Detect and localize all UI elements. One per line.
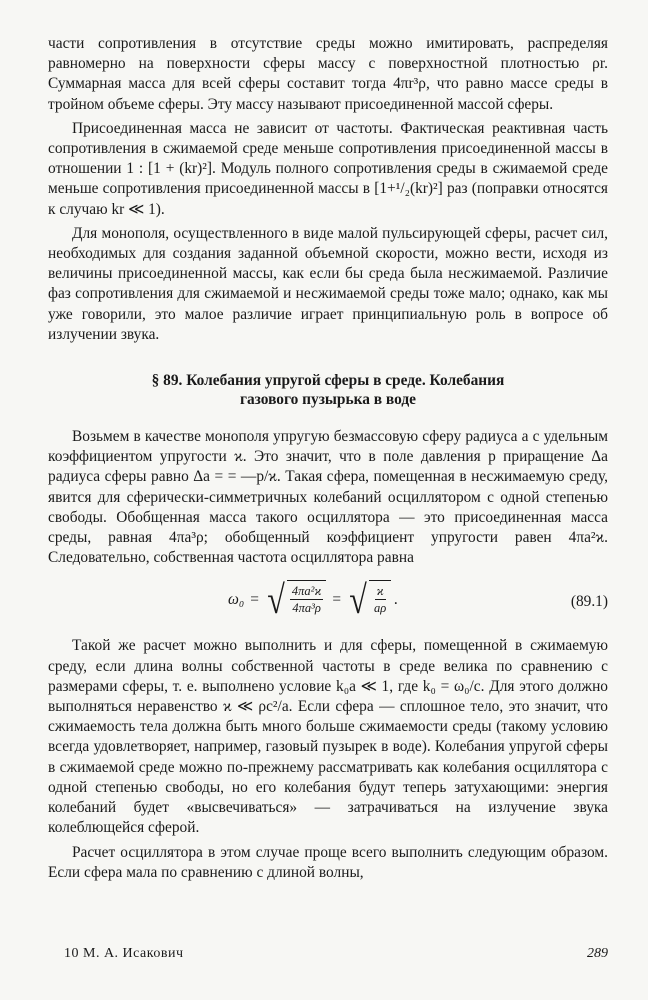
page-number: 289 <box>587 946 608 961</box>
fraction-2-denominator: aρ <box>374 601 387 616</box>
fraction-1-denominator: 4πa³ρ <box>292 601 321 616</box>
formula-equals-2: = <box>332 591 342 609</box>
paragraph-compressible: Такой же расчет можно выполнить и для сферы, помещенной в сжимаемую среду, если длина волны собственной частоты в среде велика по сравнению с размерами сферы, т. е. выполнено условие k₀a ≪ 1, где k₀ = ω₀/c. Для этого должно выполняться неравенство ϰ ≪ ρc²/a. Если сфера — сплошное тело, это значит, что сжимаемость тела должна быть много больше сжимаемости среды (такому условию всегда удовлетворяет, например, газовый пузырек в воде). Колебания упругой сферы в сжимаемой среде можно по-прежнему рассматривать как колебания осциллятора с одной степенью свободы, но его колебания будут теперь затухающими: энергия колебаний будет «высвечиваться» — затрачиваться на излучение звука колеблющейся сферой. <box>48 637 608 837</box>
formula-fraction-2 <box>372 583 388 616</box>
formula-fraction-1 <box>290 583 324 616</box>
formula-period: . <box>394 591 399 609</box>
sqrt-icon: √ <box>349 577 367 623</box>
paragraph-monopole: Для монополя, осуществленного в виде малой пульсирующей сферы, расчет сил, необходимых для создания заданной объемной скорости, можно вести, исходя из величины присоединенной массы, как если бы среда была несжимаемой. Различие фаз сопротивления для сжимаемой и несжимаемой среды тоже мало; однако, как мы уже говорили, это малое различие играет принципиальную роль в вопросе об излучении звука. <box>48 224 608 343</box>
fraction-1-numerator: 4πa²ϰ <box>291 584 322 599</box>
section-heading-line-1: § 89. Колебания упругой сферы в среде. Колебания <box>151 372 505 390</box>
equation-89-1 <box>48 574 608 628</box>
formula-expression <box>228 577 399 623</box>
equation-number: (89.1) <box>570 593 608 611</box>
paragraph-oscillator-calc: Расчет осциллятора в этом случае проще всего выполнить следующим образом. Если сфера мала по сравнению с длиной волны, <box>48 843 608 881</box>
sqrt-icon: √ <box>267 577 285 623</box>
page-footer <box>64 946 608 968</box>
page-body <box>48 34 608 887</box>
fraction-2-numerator: ϰ <box>376 584 384 599</box>
printer-signature: 10 М. А. Исакович <box>64 946 184 961</box>
paragraph-continued: части сопротивления в отсутствие среды можно имитировать, распределяя равномерно на поверхности сферы массу с поверхностной плотностью ρr. Суммарная масса для всей сферы составит тогда 4πr³ρ, что равно массе среды в тройном объеме сферы. Эту массу называют присоединенной массой сферы. <box>48 35 608 113</box>
paragraph-elastic-sphere: Возьмем в качестве монополя упругую безмассовую сферу радиуса a с удельным коэффициентом упругости ϰ. Это значит, что в поле давления p приращение Δa радиуса сферы равно Δa = = —p/ϰ. Такая сфера, помещенная в несжимаемую среду, явится для сферически-симметричных колебаний осциллятором с одной степенью свободы. Обобщенная масса такого осциллятора — это присоединенная масса среды, равная 4πa³ρ; обобщенный коэффициент упругости равен 4πa²ϰ. Следовательно, собственная частота осциллятора равна <box>48 428 608 567</box>
paragraph-added-mass: Присоединенная масса не зависит от частоты. Фактическая реактивная часть сопротивления в сжимаемой среде меньше сопротивления присоединенной массы в отношении 1 : [1 + (kr)²]. Модуль полного сопротивления среды в сжимаемой среде меньше сопротивления присоединенной массы в [1+¹/₂(kr)²] раз (поправки относятся к случаю kr ≪ 1). <box>48 119 608 218</box>
section-heading-line-2: газового пузырька в воде <box>239 391 416 409</box>
formula-lhs: ω₀ <box>228 591 245 609</box>
formula-equals-1: = <box>250 591 259 609</box>
section-heading <box>48 371 608 409</box>
formula-root-1 <box>265 577 327 623</box>
formula-root-2 <box>347 577 391 623</box>
